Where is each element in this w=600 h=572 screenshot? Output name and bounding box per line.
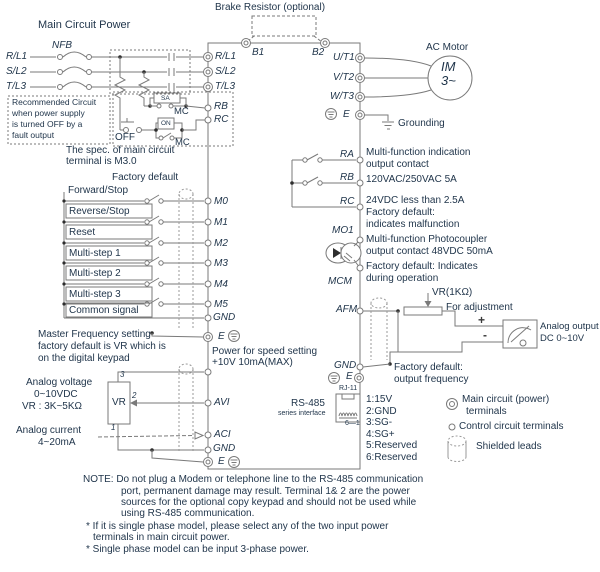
input-multistep2-label: Multi-step 2 bbox=[69, 268, 121, 279]
vr-box-label: VR bbox=[112, 397, 126, 408]
note-line2: port, permanent damage may result. Terminal 1& 2 are the power bbox=[121, 486, 410, 497]
terminal-rb-left-label: RB bbox=[214, 101, 228, 112]
input-multistep3-label: Multi-step 3 bbox=[69, 289, 121, 300]
vr-pin1-label: 1 bbox=[111, 423, 116, 432]
line-r-label: R/L1 bbox=[6, 51, 28, 62]
rj11-label: RJ-11 bbox=[339, 385, 358, 392]
for-adjustment-label: For adjustment bbox=[446, 302, 513, 313]
analog-current-line1: Analog current bbox=[16, 425, 82, 436]
photocoupler-icon bbox=[326, 237, 363, 271]
vr1k-label: VR(1KΩ) bbox=[432, 287, 473, 298]
terminal-afm-label: AFM bbox=[336, 304, 358, 315]
note-line4: using RS-485 communication. bbox=[121, 508, 255, 519]
photo-desc-line1: Multi-function Photocoupler bbox=[366, 234, 488, 245]
terminal-rc-right-label: RC bbox=[340, 196, 355, 207]
rs485-label: RS-485 bbox=[291, 398, 325, 409]
mc-coil-label: MC bbox=[174, 106, 189, 117]
relay-desc-line5: Factory default: bbox=[366, 207, 435, 218]
terminal-gnd-label: GND bbox=[213, 312, 236, 323]
rs485-pin-1: 1:15V bbox=[366, 394, 393, 405]
on-button-label: ON bbox=[161, 120, 171, 127]
terminal-mcm-label: MCM bbox=[328, 276, 352, 287]
input-common-label: Common signal bbox=[69, 305, 139, 316]
terminal-e-mid-label: E bbox=[218, 331, 225, 342]
rs485-pin-3: 3:SG- bbox=[366, 417, 393, 428]
legend-control-label: Control circuit terminals bbox=[459, 421, 564, 432]
photo-desc-line4: during operation bbox=[366, 273, 439, 284]
relay-desc-line6: indicates malfunction bbox=[366, 219, 460, 230]
legend-main-terminal-icon bbox=[447, 399, 458, 410]
analog-input-circuit bbox=[98, 369, 213, 467]
analog-voltage-line3: VR : 3K~5KΩ bbox=[22, 401, 83, 412]
rs485-pin-6: 6:Reserved bbox=[366, 452, 418, 463]
terminal-avi-label: AVI bbox=[214, 397, 230, 408]
spec-line2: terminal is M3.0 bbox=[66, 156, 137, 167]
rs485-sub-label: series interface bbox=[278, 410, 326, 417]
note-line3: sources for the optional copy keypad and should not be used while bbox=[121, 497, 417, 508]
terminal-b2-label: B2 bbox=[312, 47, 325, 58]
nfb-label: NFB bbox=[52, 40, 72, 51]
analog-voltage-line1: Analog voltage bbox=[26, 377, 93, 388]
legend-shield-icon bbox=[448, 436, 466, 462]
terminal-rb-right-label: RB bbox=[340, 172, 354, 183]
recommended-line1: Recommended Circuit bbox=[12, 97, 97, 107]
terminal-mo1-label: MO1 bbox=[332, 225, 354, 236]
terminal-e-right-label: E bbox=[346, 371, 353, 382]
master-freq-line2: factory default is VR which is bbox=[38, 341, 166, 352]
master-freq-line1: Master Frequency setting bbox=[38, 329, 151, 340]
terminal-gnd2-label: GND bbox=[213, 443, 236, 454]
vr-pin3-label: 3 bbox=[120, 370, 125, 379]
speed-power-line1: Power for speed setting bbox=[212, 346, 318, 357]
terminal-t-label: T/L3 bbox=[215, 81, 236, 92]
afm-default-line1: Factory default: bbox=[394, 362, 463, 373]
analog-output-line1: Analog output bbox=[540, 321, 599, 332]
terminal-w-label: W/T3 bbox=[330, 91, 354, 102]
afm-default-line2: output frequency bbox=[394, 374, 469, 385]
meter-plus-label: + bbox=[478, 313, 486, 327]
shield-drain-upper bbox=[150, 331, 203, 337]
terminal-m2-label: M2 bbox=[214, 238, 228, 249]
relay-desc-line2: output contact bbox=[366, 159, 429, 170]
earth-icon-top-right bbox=[326, 109, 337, 120]
terminal-e-bottom-label: E bbox=[218, 456, 225, 467]
input-forward-label: Forward/Stop bbox=[68, 185, 129, 196]
recommended-line2: when power supply bbox=[12, 108, 85, 118]
terminal-v-label: V/T2 bbox=[333, 72, 355, 83]
note-line1: NOTE: Do not plug a Modem or telephone line to the RS-485 communication bbox=[83, 474, 424, 485]
terminal-s-label: S/L2 bbox=[215, 66, 236, 77]
relay-desc-line4: 24VDC less than 2.5A bbox=[366, 195, 465, 206]
note-line6: terminals in main circuit power. bbox=[93, 532, 230, 543]
terminal-m1-label: M1 bbox=[214, 217, 228, 228]
relay-desc-line3: 120VAC/250VAC 5A bbox=[366, 174, 457, 185]
main-circuit-power-title: Main Circuit Power bbox=[38, 19, 131, 31]
photo-desc-line2: output contact 48VDC 50mA bbox=[366, 246, 493, 257]
spec-line1: The spec. of main circuit bbox=[66, 145, 175, 156]
rj11-connector-icon bbox=[336, 394, 360, 422]
shielded-leads-digital bbox=[179, 189, 193, 330]
recommended-line4: fault output bbox=[12, 130, 55, 140]
rs485-pin-4: 4:SG+ bbox=[366, 429, 395, 440]
input-phase-lines bbox=[30, 52, 203, 91]
speed-power-line2: +10V 10mA(MAX) bbox=[212, 357, 293, 368]
sa-label: SA bbox=[161, 95, 170, 102]
earth-icon-right-bottom bbox=[329, 373, 340, 384]
analog-voltage-line2: 0~10VDC bbox=[34, 389, 78, 400]
motor-phase-label: 3~ bbox=[441, 73, 456, 88]
factory-default-header: Factory default bbox=[112, 172, 179, 183]
terminal-b1-label: B1 bbox=[252, 47, 265, 58]
grounding-icon bbox=[382, 122, 394, 129]
legend-control-terminal-icon bbox=[449, 424, 455, 430]
ac-motor-label: AC Motor bbox=[426, 42, 469, 53]
shielded-leads-analog bbox=[179, 364, 193, 453]
terminal-m0-label: M0 bbox=[214, 196, 228, 207]
master-freq-line3: on the digital keypad bbox=[38, 353, 130, 364]
relay-desc-line1: Multi-function indication bbox=[366, 147, 471, 158]
terminal-u-label: U/T1 bbox=[333, 52, 355, 63]
rs485-pin-range: 6—1 bbox=[345, 420, 360, 427]
brake-resistor-label: Brake Resistor (optional) bbox=[215, 2, 326, 13]
grounding-label: Grounding bbox=[398, 118, 445, 129]
line-t-label: T/L3 bbox=[6, 81, 27, 92]
terminal-aci-label: ACI bbox=[214, 429, 231, 440]
input-reset-label: Reset bbox=[69, 227, 96, 238]
terminal-m3-label: M3 bbox=[214, 258, 228, 269]
terminal-ra-label: RA bbox=[340, 149, 354, 160]
terminal-m4-label: M4 bbox=[214, 279, 228, 290]
meter-minus-label: - bbox=[483, 328, 487, 342]
legend-shield-label: Shielded leads bbox=[476, 441, 542, 452]
input-multistep1-label: Multi-step 1 bbox=[69, 248, 121, 259]
terminal-m5-label: M5 bbox=[214, 299, 228, 310]
line-s-label: S/L2 bbox=[6, 66, 27, 77]
terminal-rc-left-label: RC bbox=[214, 114, 229, 125]
note-line7: * Single phase model can be input 3-phase power. bbox=[86, 544, 309, 555]
vr-pin2-label: 2 bbox=[132, 391, 137, 400]
recommended-line3: is turned OFF by a bbox=[12, 119, 83, 129]
photo-desc-line3: Factory default: Indicates bbox=[366, 261, 478, 272]
off-button-label: OFF bbox=[115, 132, 135, 143]
terminal-e-top-label: E bbox=[343, 109, 350, 120]
mc-aux-label: MC bbox=[175, 137, 190, 148]
legend-main-line2: terminals bbox=[466, 406, 507, 417]
terminal-r-label: R/L1 bbox=[215, 51, 237, 62]
note-line5: * If it is single phase model, please select any of the two input power bbox=[86, 521, 389, 532]
rs485-pin-5: 5:Reserved bbox=[366, 440, 418, 451]
mc-control-circuit bbox=[115, 55, 205, 140]
input-terminals bbox=[204, 53, 213, 92]
shielded-leads-afm bbox=[371, 298, 387, 360]
earth-icon-left-mid bbox=[229, 331, 240, 342]
legend-main-line1: Main circuit (power) bbox=[462, 394, 550, 405]
analog-current-line2: 4~20mA bbox=[38, 437, 76, 448]
brake-resistor-symbol bbox=[247, 16, 322, 42]
rs485-pin-2: 2:GND bbox=[366, 406, 397, 417]
analog-output-line2: DC 0~10V bbox=[540, 333, 585, 344]
motor-im-label: IM bbox=[441, 59, 456, 74]
input-reverse-label: Reverse/Stop bbox=[69, 206, 130, 217]
earth-icon-left-bottom bbox=[229, 457, 240, 468]
terminal-gnd-right-label: GND bbox=[334, 360, 357, 371]
